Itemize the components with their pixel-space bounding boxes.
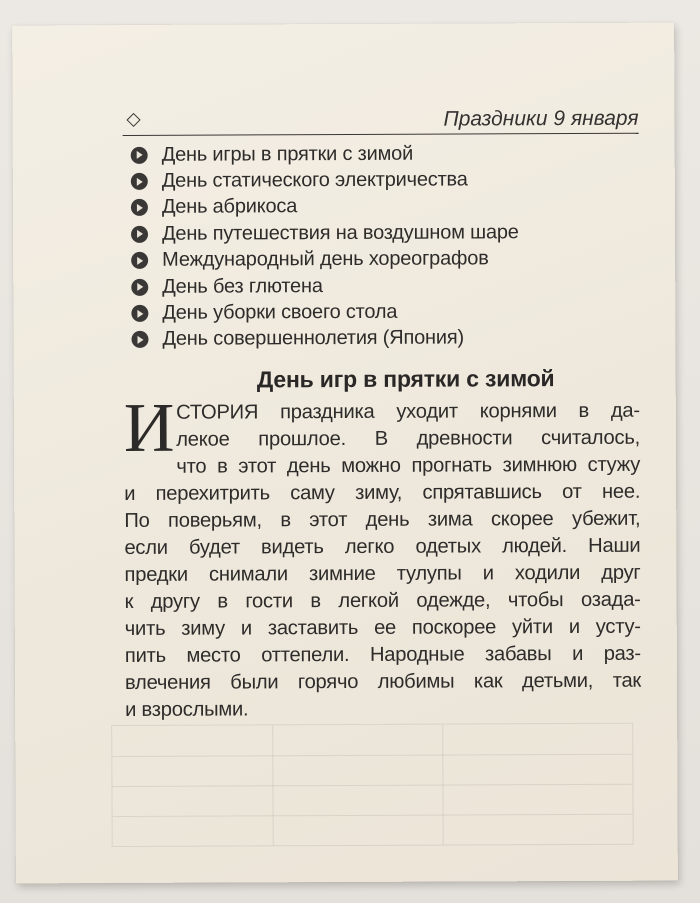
article-line: СТОРИЯ праздника уходит корнями в да- <box>176 399 640 424</box>
article-line: к другу в гости в легкой одежде, чтобы озада- <box>124 588 641 614</box>
section-title: Праздники 9 января <box>443 106 639 131</box>
newspaper-clipping <box>12 23 678 884</box>
play-bullet-icon <box>131 331 148 348</box>
play-bullet-icon <box>131 305 148 322</box>
section-header <box>122 103 638 136</box>
article-line: если будет видеть легко одетых людей. Наши <box>124 534 641 560</box>
list-item: Международный день хореографов <box>123 245 639 274</box>
play-bullet-icon <box>131 199 148 216</box>
list-item: День игры в прятки с зимой <box>123 140 639 169</box>
play-bullet-icon <box>131 252 148 269</box>
holiday-list <box>123 134 640 353</box>
article-line: и взрослыми. <box>125 698 249 722</box>
list-item: День совершеннолетия (Япония) <box>123 324 639 353</box>
list-item: День путешествия на воздушном шаре <box>123 219 639 248</box>
article-line: чить зиму и заставить ее поскорее уйти и усту- <box>124 615 641 641</box>
play-bullet-icon <box>131 173 148 190</box>
drop-cap: И <box>123 389 175 468</box>
list-item: День абрикоса <box>123 192 639 221</box>
diamond-icon <box>126 113 140 127</box>
article-body <box>123 389 642 724</box>
play-bullet-icon <box>131 278 148 295</box>
article-line: влечения были горячо любимы как детьми, так <box>124 669 642 695</box>
article-line: и перехитрить саму зиму, спрятавшись от нее. <box>124 480 641 506</box>
article-line: лекое прошлое. В древности считалось, <box>176 426 640 451</box>
reverse-bleed-table <box>111 723 634 847</box>
article-line: предки снимали зимние тулупы и ходили друг <box>124 561 641 587</box>
play-bullet-icon <box>131 226 148 243</box>
play-bullet-icon <box>131 147 148 164</box>
article-line: что в этот день можно прогнать зимнюю стужу <box>176 453 641 478</box>
article-title: День игр в прятки с зимой <box>256 365 555 393</box>
list-item: День статического электричества <box>123 166 639 195</box>
article-line: пить место оттепели. Народные забавы и раз- <box>124 642 641 668</box>
article-line: По поверьям, в этот день зима скорее убежит, <box>124 507 641 533</box>
list-item: День без глютена <box>123 272 639 301</box>
clipping-content <box>122 103 641 724</box>
list-item: День уборки своего стола <box>123 298 639 327</box>
